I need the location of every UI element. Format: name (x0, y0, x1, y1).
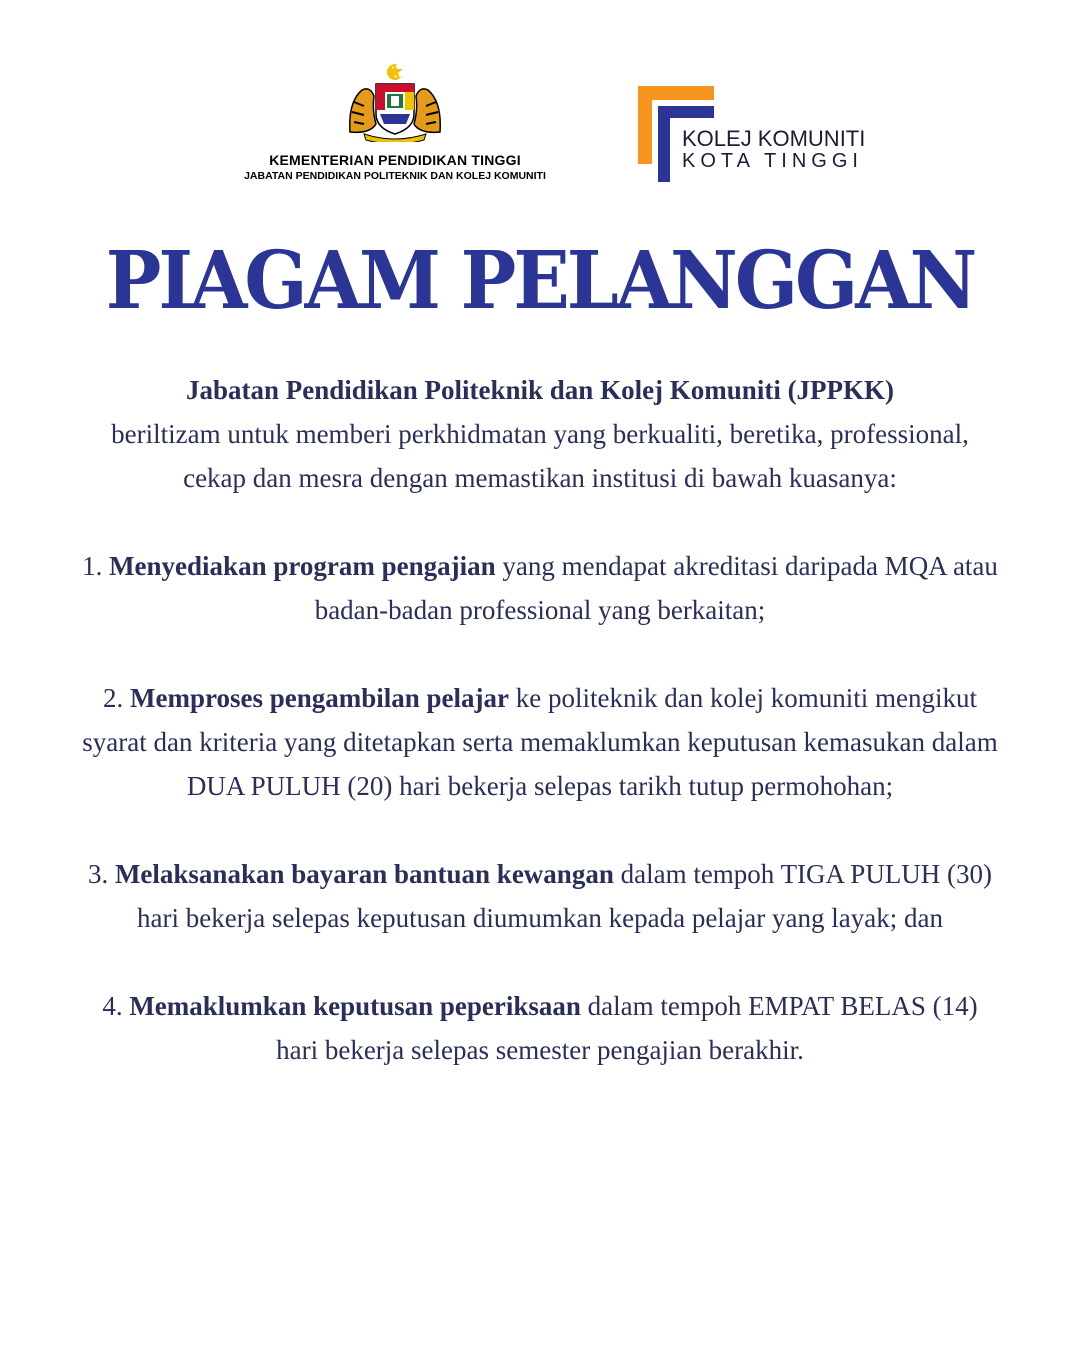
coat-of-arms-icon (340, 62, 450, 142)
list-item (80, 544, 1000, 632)
charter-body (80, 368, 1000, 1116)
item-heading: Memaklumkan keputusan peperiksaan (129, 991, 581, 1021)
item-number: 3. (87, 859, 109, 889)
header (0, 60, 1080, 200)
ministry-logo (200, 60, 590, 190)
intro-paragraph (80, 368, 1000, 500)
college-name-line1: KOLEJ KOMUNITI (682, 126, 866, 151)
item-heading: Memproses pengambilan pelajar (130, 683, 510, 713)
intro-text: beriltizam untuk memberi perkhidmatan yang berkualiti, beretika, professional, cekap dan mesra dengan memastikan institusi di bawah kuasanya: (111, 419, 969, 493)
item-number: 1. (82, 551, 103, 581)
item-text: dalam tempoh TIGA PULUH (30) hari bekerja selepas keputusan diumumkan kepada pelajar yang layak; dan (137, 859, 993, 933)
page-title: PIAGAM PELANGGAN (105, 234, 975, 328)
college-name-line2: KOTA TINGGI (682, 150, 863, 172)
ministry-name: KEMENTERIAN PENDIDIKAN TINGGI (269, 152, 521, 168)
item-text: ke politeknik dan kolej komuniti mengikut syarat dan kriteria yang ditetapkan serta memaklumkan keputusan kemasukan dalam DUA PULUH (20) hari bekerja selepas tarikh tutup permohohan; (82, 683, 998, 801)
list-item (80, 676, 1000, 808)
item-text: yang mendapat akreditasi daripada MQA atau badan-badan professional yang berkaitan; (314, 551, 998, 625)
list-item (80, 852, 1000, 940)
item-heading: Menyediakan program pengajian (109, 551, 496, 581)
item-text: dalam tempoh EMPAT BELAS (14) hari bekerja selepas semester pengajian berakhir. (276, 991, 978, 1065)
item-number: 2. (103, 683, 124, 713)
intro-organization: Jabatan Pendidikan Politeknik dan Kolej Komuniti (JPPKK) (185, 375, 895, 405)
item-heading: Melaksanakan bayaran bantuan kewangan (114, 859, 614, 889)
list-item (80, 984, 1000, 1072)
item-number: 4. (102, 991, 123, 1021)
department-name: JABATAN PENDIDIKAN POLITEKNIK DAN KOLEJ KOMUNITI (244, 170, 546, 182)
college-logo (638, 86, 898, 186)
